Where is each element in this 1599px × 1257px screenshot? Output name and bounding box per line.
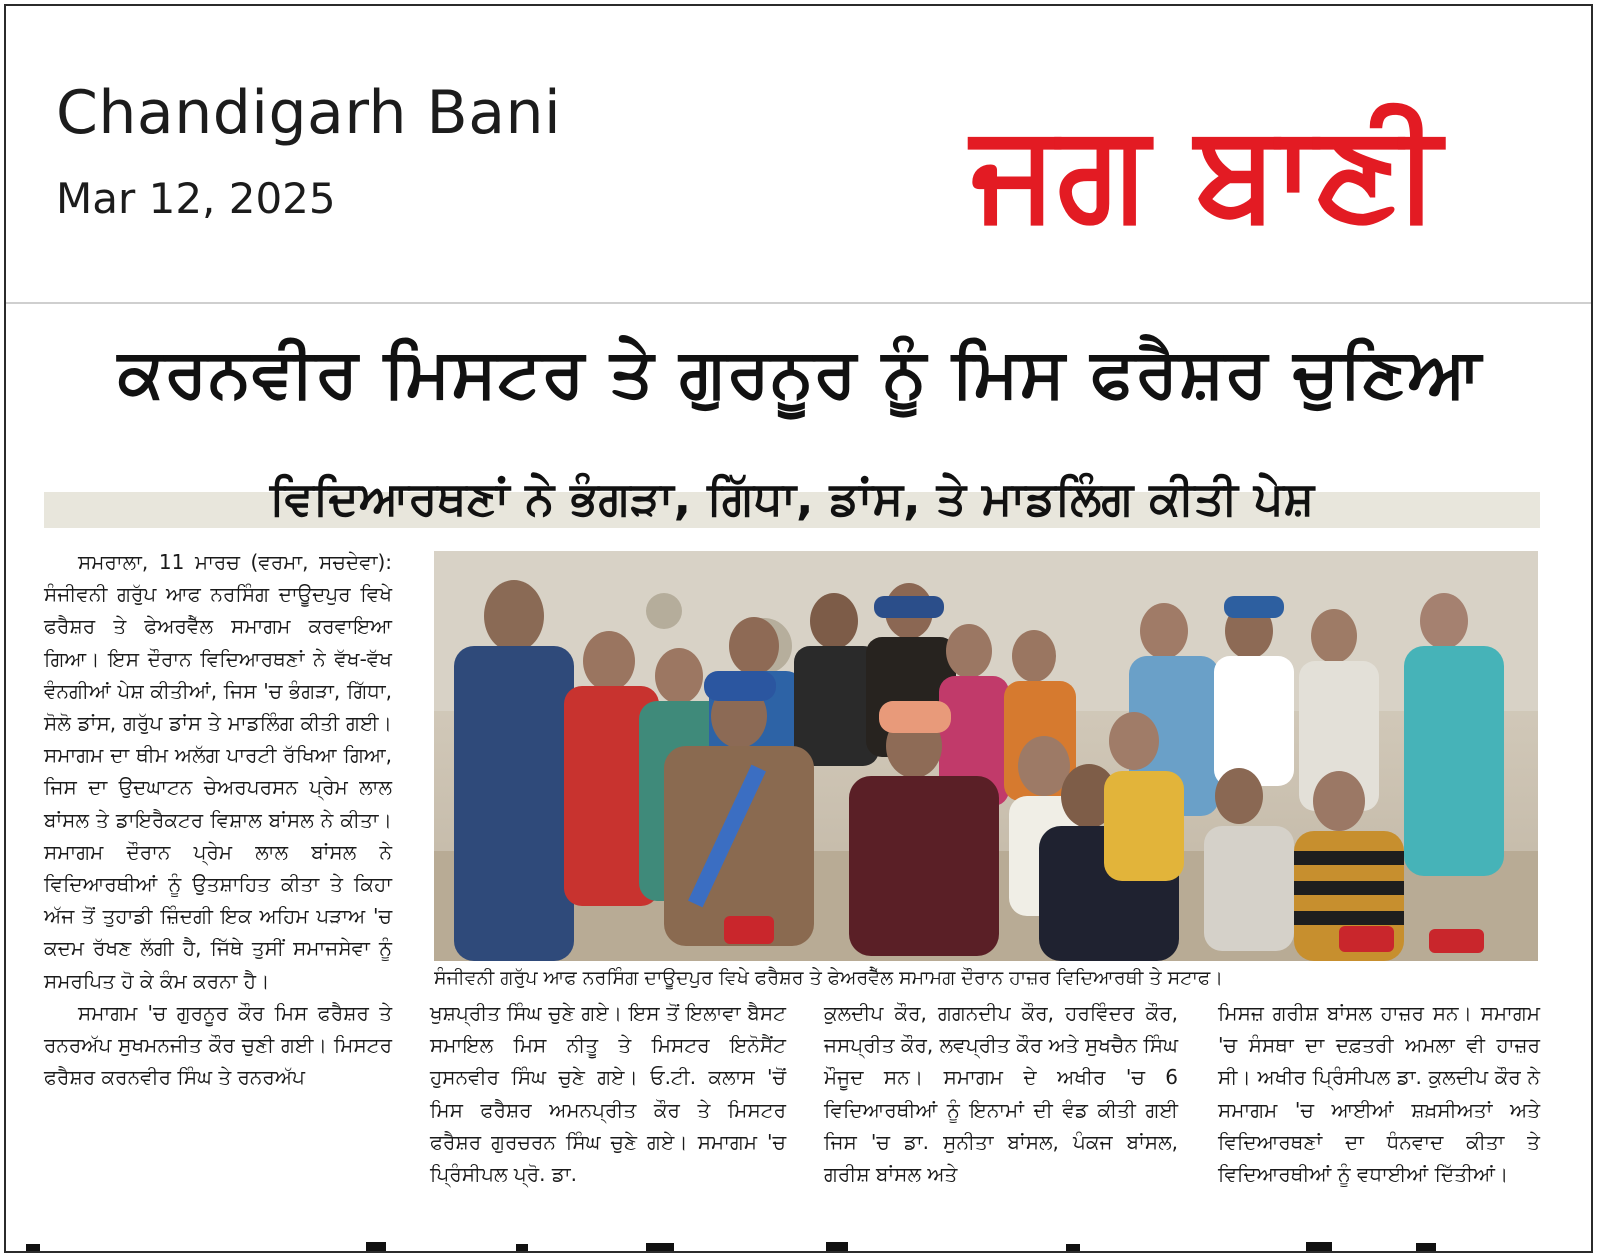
column-1-paragraph-1: ਸਮਰਾਲਾ, 11 ਮਾਰਚ (ਵਰਮਾ, ਸਚਦੇਵਾ): ਸੰਜੀਵਨੀ ਗਰੁੱਪ ਆਫ ਨਰਸਿੰਗ ਦਾਊਦਪੁਰ ਵਿਖੇ ਫਰੈਸ਼ਰ ਤੇ ਫੇਅਰਵੈੱਲ ਸਮਾਗਮ ਕਰਵਾਇਆ ਗਿਆ। ਇਸ ਦੌਰਾਨ ਵਿਦਿਆਰਥਣਾਂ ਨੇ ਵੱਖ-ਵੱਖ ਵੰਨਗੀਆਂ ਪੇਸ਼ ਕੀਤੀਆਂ, ਜਿਸ 'ਚ ਭੰਗੜਾ, ਗਿੱਧਾ, ਸੋਲੋ ਡਾਂਸ, ਗਰੁੱਪ ਡਾਂਸ ਤੇ ਮਾਡਲਿੰਗ ਕੀਤੀ ਗਈ। ਸਮਾਗਮ ਦਾ ਥੀਮ ਅਲੱਗ ਪਾਰਟੀ ਰੱਖਿਆ ਗਿਆ, ਜਿਸ ਦਾ ਉਦਘਾਟਨ ਚੇਅਰਪਰਸਨ ਪ੍ਰੇਮ ਲਾਲ ਬਾਂਸਲ ਤੇ ਡਾਇਰੈਕਟਰ ਵਿਸ਼ਾਲ ਬਾਂਸਲ ਨੇ ਕੀਤਾ। ਸਮਾਗਮ ਦੌਰਾਨ ਪ੍ਰੇਮ ਲਾਲ ਬਾਂਸਲ ਨੇ ਵਿਦਿਆਰਥੀਆਂ ਨੂੰ ਉਤਸ਼ਾਹਿਤ ਕੀਤਾ ਤੇ ਕਿਹਾ ਅੱਜ ਤੋਂ ਤੁਹਾਡੀ ਜ਼ਿੰਦਗੀ ਇਕ ਅਹਿਮ ਪੜਾਅ 'ਚ ਕਦਮ ਰੱਖਣ ਲੱਗੀ ਹੈ, ਜਿੱਥੇ ਤੁਸੀਂ ਸਮਾਜਸੇਵਾ ਨੂੰ ਸਮਰਪਿਤ ਹੋ ਕੇ ਕੰਮ ਕਰਨਾ ਹੈ। <box>44 550 392 993</box>
cropped-text-edge <box>6 1237 1591 1251</box>
article-subheadline: ਵਿਦਿਆਰਥਣਾਂ ਨੇ ਭੰਗੜਾ, ਗਿੱਧਾ, ਡਾਂਸ, ਤੇ ਮਾਡਲਿੰਗ ਕੀਤੀ ਪੇਸ਼ <box>269 471 1315 525</box>
newspaper-clipping <box>4 4 1593 1253</box>
article-column-4 <box>1218 997 1540 1190</box>
clipping-header <box>6 6 1591 304</box>
article-column-3 <box>824 997 1178 1190</box>
column-4-text: ਮਿਸਜ਼ ਗਰੀਸ਼ ਬਾਂਸਲ ਹਾਜ਼ਰ ਸਨ। ਸਮਾਗਮ 'ਚ ਸੰਸਥਾ ਦਾ ਦਫ਼ਤਰੀ ਅਮਲਾ ਵੀ ਹਾਜ਼ਰ ਸੀ। ਅਖੀਰ ਪ੍ਰਿੰਸੀਪਲ ਡਾ. ਕੁਲਦੀਪ ਕੌਰ ਨੇ ਸਮਾਗਮ 'ਚ ਆਈਆਂ ਸ਼ਖ਼ਸੀਅਤਾਂ ਅਤੇ ਵਿਦਿਆਰਥਣਾਂ ਦਾ ਧੰਨਵਾਦ ਕੀਤਾ ਤੇ ਵਿਦਿਆਰਥੀਆਂ ਨੂੰ ਵਧਾਈਆਂ ਦਿੱਤੀਆਂ। <box>1218 1001 1540 1187</box>
column-3-text: ਕੁਲਦੀਪ ਕੌਰ, ਗਗਨਦੀਪ ਕੌਰ, ਹਰਵਿੰਦਰ ਕੌਰ, ਜਸਪ੍ਰੀਤ ਕੌਰ, ਲਵਪ੍ਰੀਤ ਕੌਰ ਅਤੇ ਸੁਖਚੈਨ ਸਿੰਘ ਮੌਜੂਦ ਸਨ। ਸਮਾਗਮ ਦੇ ਅਖੀਰ 'ਚ 6 ਵਿਦਿਆਰਥੀਆਂ ਨੂੰ ਇਨਾਮਾਂ ਦੀ ਵੰਡ ਕੀਤੀ ਗਈ ਜਿਸ 'ਚ ਡਾ. ਸੁਨੀਤਾ ਬਾਂਸਲ, ਪੰਕਜ ਬਾਂਸਲ, ਗਰੀਸ਼ ਬਾਂਸਲ ਅਤੇ <box>824 1001 1178 1187</box>
newspaper-logo: ਜਗ ਬਾਣੀ <box>971 95 1441 249</box>
publication-name: Chandigarh Bani <box>56 78 562 148</box>
group-photo-illustration <box>434 551 1538 961</box>
photo-caption: ਸੰਜੀਵਨੀ ਗਰੁੱਪ ਆਫ ਨਰਸਿੰਗ ਦਾਊਦਪੁਰ ਵਿਖੇ ਫਰੈਸ਼ਰ ਤੇ ਫੇਅਰਵੈੱਲ ਸਮਾਮਗ ਦੌਰਾਨ ਹਾਜ਼ਰ ਵਿਦਿਆਰਥੀ ਤੇ ਸਟਾਫ। <box>434 967 1224 989</box>
article-column-2 <box>430 997 786 1190</box>
publication-date: Mar 12, 2025 <box>56 174 336 223</box>
article-headline: ਕਰਨਵੀਰ ਮਿਸਟਰ ਤੇ ਗੁਰਨੂਰ ਨੂੰ ਮਿਸ ਫਰੈਸ਼ਰ ਚੁਣਿਆ <box>117 334 1483 413</box>
column-2-text: ਖੁਸ਼ਪ੍ਰੀਤ ਸਿੰਘ ਚੁਣੇ ਗਏ। ਇਸ ਤੋਂ ਇਲਾਵਾ ਬੈਸਟ ਸਮਾਇਲ ਮਿਸ ਨੀਤੂ ਤੇ ਮਿਸਟਰ ਇਨੋਸੈਂਟ ਹੁਸਨਵੀਰ ਸਿੰਘ ਚੁਣੇ ਗਏ। ਓ.ਟੀ. ਕਲਾਸ 'ਚੋਂ ਮਿਸ ਫਰੈਸ਼ਰ ਅਮਨਪ੍ਰੀਤ ਕੌਰ ਤੇ ਮਿਸਟਰ ਫਰੈਸ਼ਰ ਗੁਰਚਰਨ ਸਿੰਘ ਚੁਣੇ ਗਏ। ਸਮਾਗਮ 'ਚ ਪ੍ਰਿੰਸੀਪਲ ਪ੍ਰੋ. ਡਾ. <box>430 1001 786 1187</box>
column-1-paragraph-2: ਸਮਾਗਮ 'ਚ ਗੁਰਨੂਰ ਕੌਰ ਮਿਸ ਫਰੈਸ਼ਰ ਤੇ ਰਨਰਅੱਪ ਸੁਖਮਨਜੀਤ ਕੌਰ ਚੁਣੀ ਗਈ। ਮਿਸਟਰ ਫਰੈਸ਼ਰ ਕਰਨਵੀਰ ਸਿੰਘ ਤੇ ਰਨਰਅੱਪ <box>44 1000 392 1090</box>
article-column-1 <box>44 546 392 1093</box>
group-photo <box>434 551 1538 961</box>
